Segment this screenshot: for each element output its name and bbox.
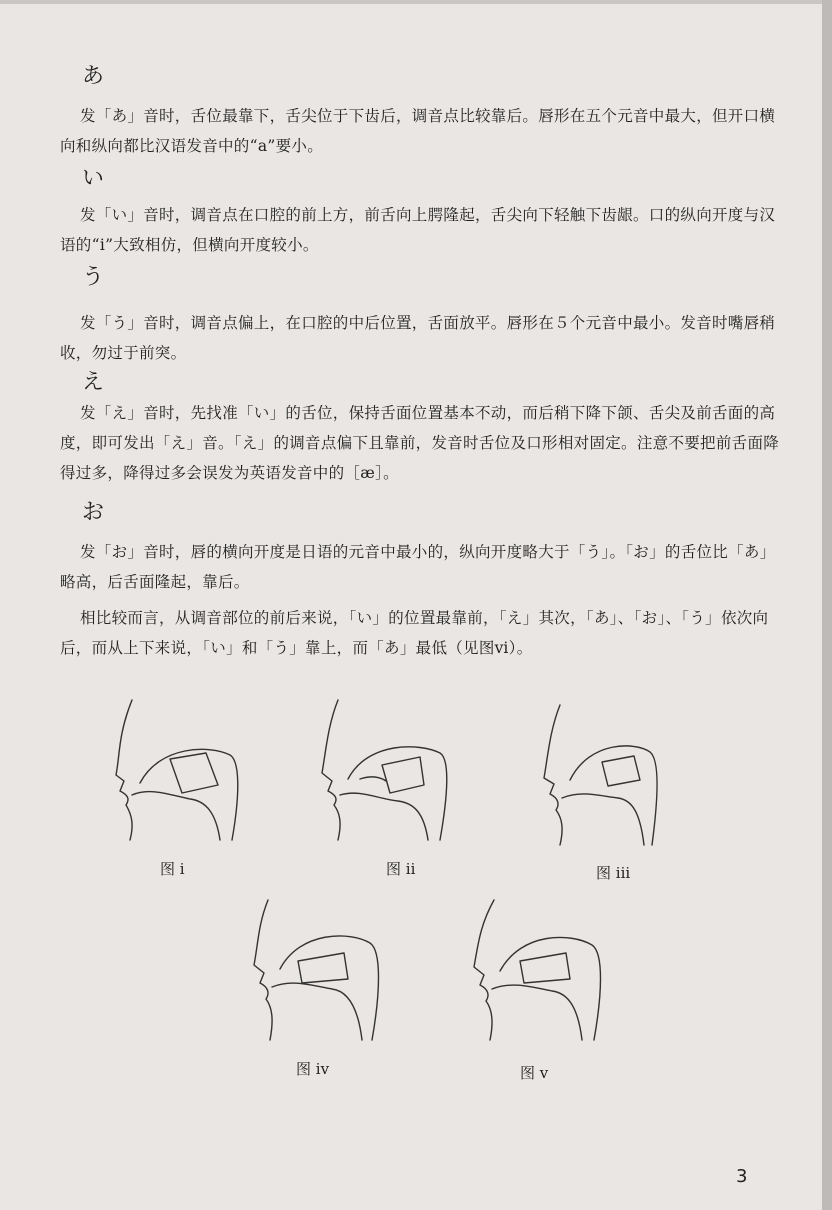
figure-iii-diagram [540,700,680,850]
kana-heading-o: お [82,500,105,525]
kana-heading-a: あ [82,64,105,89]
figure-i-caption: 图 i [160,860,185,878]
figure-v-diagram [448,895,618,1045]
paragraph-u [60,308,780,368]
figure-ii-diagram [320,695,470,845]
figure-iii-caption: 图 iii [596,864,631,882]
kana-heading-u: う [82,265,105,290]
kana-heading-e: え [82,370,105,395]
paragraph-e-text: 发「え」音时，先找准「い」的舌位，保持舌面位置基本不动，而后稍下降下颌、舌尖及前舌面的高度，即可发出「え」音。「え」的调音点偏下且靠前，发音时舌位及口形相对固定。注意不要把前舌面降得过多，降得过多会误发为英语发音中的［æ］。 [60,404,780,482]
page-number: 3 [736,1166,748,1187]
paragraph-a-text: 发「あ」音时，舌位最靠下，舌尖位于下齿后，调音点比较靠后。唇形在五个元音中最大，但开口横向和纵向都比汉语发音中的“a”要小。 [60,107,776,155]
paragraph-u-text: 发「う」音时，调音点偏上，在口腔的中后位置，舌面放平。唇形在５个元音中最小。发音时嘴唇稍收，勿过于前突。 [60,314,776,362]
summary-text: 相比较而言，从调音部位的前后来说，「い」的位置最靠前，「え」其次，「あ」、「お」、「う」依次向后，而从上下来说，「い」和「う」靠上，而「あ」最低（见图ⅵ）。 [60,609,769,657]
figure-i-diagram [110,695,260,845]
paragraph-o [60,537,780,597]
page-top-edge [0,0,832,4]
paragraph-o-text: 发「お」音时，唇的横向开度是日语的元音中最小的，纵向开度略大于「う」。「お」的舌位比「あ」略高，后舌面隆起，靠后。 [60,543,776,591]
paragraph-i [60,200,780,260]
figure-v-caption: 图 v [520,1064,549,1082]
figure-iv-diagram [240,895,400,1045]
paragraph-e [60,398,780,488]
figure-ii-caption: 图 ii [386,860,416,878]
summary-paragraph [60,603,780,663]
kana-heading-i: い [82,166,105,191]
page-binding-edge [822,0,832,1210]
paragraph-a [60,101,780,161]
figure-iv-caption: 图 iv [296,1060,330,1078]
paragraph-i-text: 发「い」音时，调音点在口腔的前上方，前舌向上腭隆起，舌尖向下轻触下齿龈。口的纵向开度与汉语的“i”大致相仿，但横向开度较小。 [60,206,776,254]
